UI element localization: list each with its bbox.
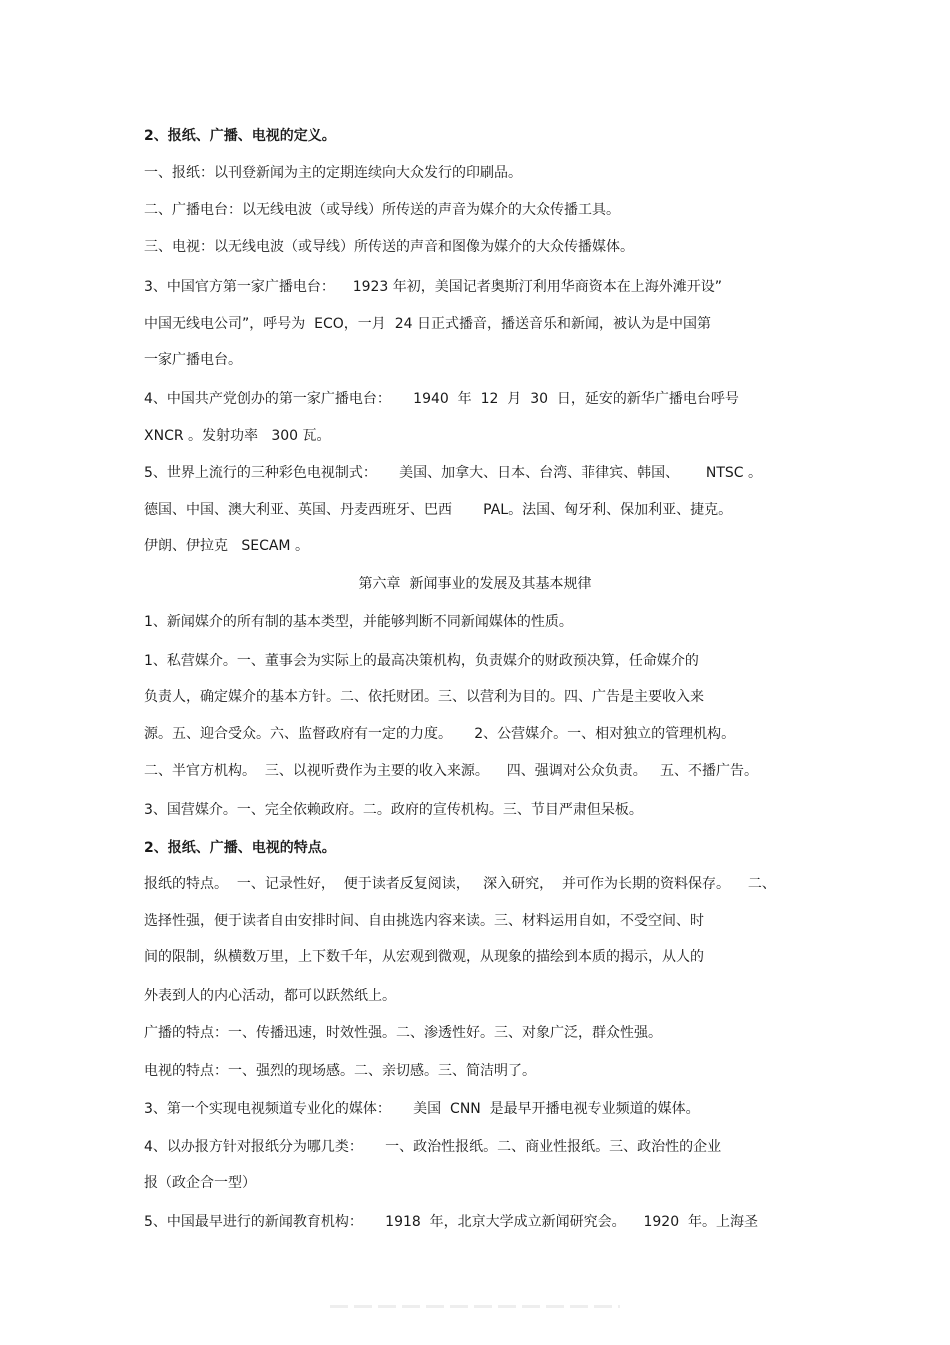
text-line: 伊朗、伊拉克 SECAM 。 — [144, 538, 309, 554]
text-line: 4、中国共产党创办的第一家广播电台： 1940 年 12 月 30 日，延安的新华广播电台呼号 — [144, 391, 739, 407]
text-line: 2、报纸、广播、电视的定义。 — [144, 128, 336, 144]
text-line: 1、私营媒介。一、董事会为实际上的最高决策机构，负责媒介的财政预决算，任命媒介的 — [144, 653, 699, 669]
footer-smudge — [330, 1305, 620, 1308]
text-line: 中国无线电公司”，呼号为 ECO，一月 24 日正式播音，播送音乐和新闻，被认为是中国第 — [144, 316, 711, 332]
text-line: 2、报纸、广播、电视的特点。 — [144, 840, 336, 856]
text-line: 负责人，确定媒介的基本方针。二、依托财团。三、以营利为目的。四、广告是主要收入来 — [144, 689, 704, 705]
text-line: 三、电视：以无线电波（或导线）所传送的声音和图像为媒介的大众传播媒体。 — [144, 239, 634, 255]
text-line: 广播的特点：一、传播迅速，时效性强。二、渗透性好。三、对象广泛，群众性强。 — [144, 1025, 662, 1041]
text-line: 报纸的特点。 一、记录性好， 便于读者反复阅读， 深入研究， 并可作为长期的资料保存。 二、 — [144, 876, 776, 892]
text-line: 间的限制，纵横数万里，上下数千年，从宏观到微观，从现象的描绘到本质的揭示，从人的 — [144, 949, 704, 965]
text-line: 一、报纸：以刊登新闻为主的定期连续向大众发行的印刷品。 — [144, 165, 522, 181]
text-line: 3、国营媒介。一、完全依赖政府。二。政府的宣传机构。三、节目严肃但呆板。 — [144, 802, 643, 818]
text-line: 一家广播电台。 — [144, 352, 242, 368]
text-line: 源。五、迎合受众。六、监督政府有一定的力度。 2、公营媒介。一、相对独立的管理机构。 — [144, 726, 736, 742]
text-line: 电视的特点：一、强烈的现场感。二、亲切感。三、简洁明了。 — [144, 1063, 536, 1079]
text-line: 3、第一个实现电视频道专业化的媒体： 美国 CNN 是最早开播电视专业频道的媒体。 — [144, 1101, 700, 1117]
text-line: 二、广播电台：以无线电波（或导线）所传送的声音为媒介的大众传播工具。 — [144, 202, 620, 218]
text-line: 1、新闻媒介的所有制的基本类型，并能够判断不同新闻媒体的性质。 — [144, 614, 573, 630]
text-line: 报（政企合一型） — [144, 1175, 256, 1191]
text-line: 二、半官方机构。 三、以视听费作为主要的收入来源。 四、强调对公众负责。 五、不播广告。 — [144, 763, 759, 779]
text-line: 3、中国官方第一家广播电台： 1923 年初，美国记者奥斯汀利用华商资本在上海外滩开设” — [144, 279, 723, 295]
text-line: 选择性强，便于读者自由安排时间、自由挑选内容来读。三、材料运用自如，不受空间、时 — [144, 913, 704, 929]
text-line: 5、中国最早进行的新闻教育机构： 1918 年，北京大学成立新闻研究会。 1920 年。上海圣 — [144, 1214, 759, 1230]
text-line: 德国、中国、澳大利亚、英国、丹麦西班牙、巴西 PAL。法国、匈牙利、保加利亚、捷克。 — [144, 502, 733, 518]
chapter-heading: 第六章 新闻事业的发展及其基本规律 — [358, 576, 592, 592]
text-line: 外表到人的内心活动，都可以跃然纸上。 — [144, 988, 396, 1004]
text-line: XNCR 。发射功率 300 瓦。 — [144, 428, 331, 444]
text-line: 5、世界上流行的三种彩色电视制式： 美国、加拿大、日本、台湾、菲律宾、韩国、 NTSC 。 — [144, 465, 762, 481]
text-line: 4、以办报方针对报纸分为哪几类： 一、政治性报纸。二、商业性报纸。三、政治性的企业 — [144, 1139, 722, 1155]
